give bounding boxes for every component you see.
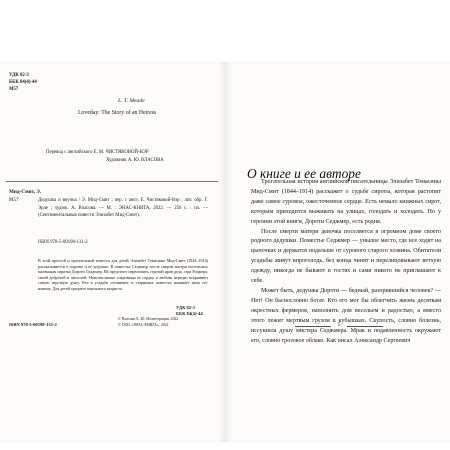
- paragraph: После смерти матери девочка поселяется в огромном доме своего родного дедушки. Поместье Седжмер — унылое место, где все ходят на цыпочках и держатся подальше от сурового старого хозяина. Обитатели усадьбы живут впроголодь, без конца чинят и перелицовывают ветхую одежду, никогда не бывают в гостях и сами никого не приглашают к себе.: [251, 228, 441, 285]
- left-page: [0, 62, 225, 442]
- udk-code: УДК 82-3: [176, 305, 195, 310]
- catalog-card-isbn: ISBN 978-5-00198-131-2: [38, 240, 88, 245]
- author-mark: М57: [9, 87, 19, 92]
- translator-credit: Перевод с английского Е. М. ЧИСТЯКОВОЙ-ВЭР: [46, 150, 149, 155]
- udk-code: УДК 82-3: [9, 73, 29, 78]
- catalog-card-code: М57: [9, 198, 19, 203]
- bbk-code: ББК 84(4)-44: [176, 311, 203, 317]
- copyright-line: © ООО «ЭНАС-КНИГА», 2022: [118, 322, 169, 327]
- copyright-block: [118, 317, 178, 328]
- right-page: [225, 62, 450, 442]
- page-number: 5: [337, 322, 341, 328]
- catalog-card-author: Мид-Смит, Э.: [9, 189, 42, 195]
- divider-line: [6, 181, 218, 182]
- paragraph: Может быть, дедушка Дороти — бедный, разорившийся человек? — Нет! Он баснословно богат. Кто его мог бы облегчить жизнь десяткам окрестных фермеров, наполнить дом весельем и радостью, а вместо этого лежит мертвым грузом в кубышках. Скупость, словно болезнь, иссушила душу мистера Седжмера. Мрак и подавленность окружают его, словно грозовое облако. Как писал Александр Сергеевич: [251, 287, 441, 344]
- catalog-card-description: Дедушка и внучка / Э. Мид-Смит ; пер. с англ. Е. Чистяковой-Вэр ; лит. обр. Г. Эрле ; худож. А. Власова. — М. : ЭНАС-КНИГА, 2022. — 256 с. : ил. — (Сентиментальные повести Элизабет Мид-Смит).: [38, 198, 208, 219]
- udk-classification-bottom: [176, 305, 203, 318]
- bbk-code: ББК 84(4)-44: [9, 80, 37, 85]
- page-footer: [295, 321, 383, 333]
- section-title: О книге и ее авторе: [247, 166, 361, 181]
- footer-rule-right: [347, 326, 383, 327]
- udk-classification-top: [9, 72, 69, 93]
- illustrator-credit: Художник А. Ю. ВЛАСОВА: [106, 158, 164, 163]
- paragraph: Трогательная история английской писательницы Элизабет Томасины Мид-Смит (1844–1914) расскажет о судьбе сироты, которая растопит даже самое суровое, ожесточенное сердце. Есть немало книжных сирот, которым приходится выживать на улицах, голодать и холодать. Но у героини этой книги, Дороти Седжмер, есть родня.: [251, 179, 441, 225]
- isbn-number: ISBN 978-5-00198-131-2: [9, 322, 57, 327]
- original-author: L. T. Meade: [118, 98, 145, 104]
- book-abstract: В этой простой и трогательной повести для детей Элизабет Томасины Мид-Смит (1844–1914) рассказывается о сиротке и ее дедушке. В поместье Седжмур после смерти матери поселилась маленькая сиротка Дороти Седжмер. Ей предстоит переломить строгий нрав деда, сэра Роджера, своей добротой и чистотой. Неисчислимые сокровища ее сердца и любовь нередко вскрывают самую черствую душу. Все в усадьбе оттаивают, и старинное поместье начинает жить по-новому. Для детей среднего школьного возраста.: [38, 258, 208, 291]
- original-title: Loveday: The Story of an Heiress: [78, 110, 157, 116]
- copyright-line: © Власова А. Ю. Иллюстрации, 2022: [118, 317, 179, 321]
